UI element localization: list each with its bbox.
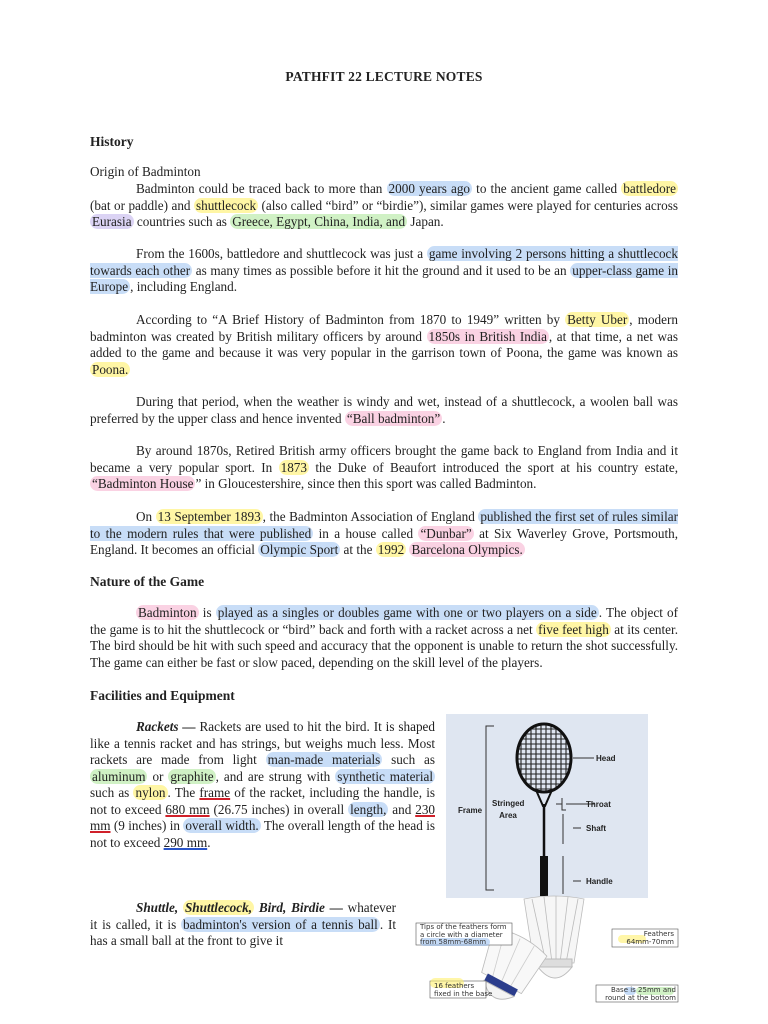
highlight: aluminum: [92, 768, 146, 784]
paragraph-1893: On 13 September 1893 , the Badminton Association of England published the first set of rules similar to the modern rules that were published in a house called “Dunbar” at Six Waverley Grove, Portsmouth, England. It becomes an official Olympic Sport at the 1992 Barcelona Olympics.: [90, 509, 679, 557]
highlight: synthetic material: [337, 768, 433, 784]
highlight: 2000 years ago: [388, 181, 471, 196]
highlight: 1992: [377, 542, 405, 557]
heading-nature: Nature of the Game: [90, 574, 205, 589]
shuttlecock-diagram: [414, 893, 684, 1011]
highlight: five feet high: [538, 621, 609, 637]
subheading-origin: Origin of Badminton: [90, 164, 201, 179]
highlight: Greece, Egypt, China, India, and: [232, 214, 406, 229]
underline: frame: [199, 785, 231, 800]
highlight: length,: [350, 801, 387, 817]
paragraph-1870s: By around 1870s, Retired British army officers brought the game back to England from India and it became a very popular sport. In 1873 the Duke of Beaufort introduced the sport at his country estate, “Badminton House ” in Gloucestershire, since then this sport was called Badminton.: [90, 443, 678, 491]
paragraph-history-1870: According to “A Brief History of Badminton from 1870 to 1949” written by Betty Uber , modern badminton was created by British military officers by around 1850s in British India , at that time, a net was added to the game and because it was very popular in the garrison town of Poona, the game was known as Poona.: [90, 312, 678, 377]
highlight: Betty Uber: [567, 312, 628, 327]
label-frame: Frame: [458, 806, 483, 815]
annotation-feather-count: 16 feathers fixed in the base: [434, 982, 493, 998]
heading-history: History: [90, 134, 134, 149]
highlight: graphite: [170, 768, 214, 784]
page-title: PATHFIT 22 LECTURE NOTES: [285, 69, 483, 84]
highlight: played as a singles or doubles game with one or two players on a side: [217, 605, 597, 620]
annotation-feathers: Feathers 64mm-70mm: [626, 930, 674, 946]
paragraph-ball-badminton: During that period, when the weather is windy and wet, instead of a shuttlecock, a woolen ball was preferred by the upper class and hence invented “Ball badminton” .: [90, 394, 678, 426]
annotation-base: Base is 25mm and round at the bottom: [605, 986, 676, 1002]
label-throat: Throat: [586, 800, 611, 809]
paragraph-nature: Badminton is played as a singles or doubles game with one or two players on a side . The object of the game is to hit the shuttlecock or “bird” back and forth with a racket across a net five feet high at its center. The bird should be hit with such speed and accuracy that the opponent is unable to return the shot successfully. The game can either be fast or slow paced, depending on the skill level of the players.: [90, 605, 679, 670]
underline: 290 mm: [163, 834, 208, 850]
highlight: “Badminton House: [92, 476, 194, 491]
highlight: shuttlecock: [195, 197, 257, 213]
label-handle: Handle: [586, 877, 613, 886]
paragraph-rackets: Rackets — Rackets are used to hit the bird. It is shaped like a tennis racket and has strings, but weighs much less. Most rackets are made from light man-made materials such as aluminum or graphite , and are strung with synthetic material such as nylon . The frame of the racket, including the handle, is not to exceed 680 mm (26.75 inches) in overall length, and 230 mm (9 inches) in overall width. The overall length of the head is not to exceed 290 mm.: [90, 719, 436, 850]
highlight: nylon: [135, 785, 166, 800]
heading-facilities: Facilities and Equipment: [90, 688, 235, 703]
underline: 680 mm: [165, 801, 210, 817]
highlight: 13 September 1893: [157, 509, 261, 524]
highlight: Barcelona Olympics.: [411, 542, 523, 557]
highlight: badminton's version of a tennis ball: [183, 916, 378, 932]
highlight: Poona.: [92, 361, 129, 377]
label-stringed: Stringed: [492, 799, 525, 808]
highlight: Olympic Sport: [260, 542, 339, 557]
label-area: Area: [499, 811, 517, 820]
highlight: Shuttlecock,: [184, 900, 253, 915]
highlight: Badminton: [138, 605, 197, 620]
highlight: game involving 2 persons hitting a shuttlecock towards each other: [90, 246, 678, 278]
label-head: Head: [596, 754, 616, 763]
highlight: overall width.: [185, 818, 259, 833]
paragraph-shuttle: Shuttle, Shuttlecock, Bird, Birdie — whatever it is called, it is badminton's version of a tennis ball . It has a small ball at the front to give it: [90, 900, 397, 948]
highlight: “Ball badminton”: [346, 410, 441, 426]
highlight: Eurasia: [92, 214, 132, 229]
racket-diagram: [446, 714, 648, 898]
paragraph-origin: Badminton could be traced back to more than 2000 years ago to the ancient game called battledore (bat or paddle) and shuttlecock (also called “bird” or “birdie”), similar games were played for centuries across Eurasia countries such as Greece, Egypt, China, India, and Japan.: [90, 181, 678, 229]
annotation-tips: Tips of the feathers form a circle with a diameter from 58mm-68mm: [420, 923, 507, 946]
highlight: published the first set of rules similar to the modern rules that were published: [90, 509, 678, 541]
label-shaft: Shaft: [586, 824, 606, 833]
highlight: “Dunbar”: [420, 525, 472, 541]
highlight: upper-class game in Europe: [90, 262, 678, 294]
underline: 230 mm: [90, 801, 435, 833]
highlight: man-made materials: [267, 752, 381, 767]
paragraph-1600s: From the 1600s, battledore and shuttlecock was just a game involving 2 persons hitting a shuttlecock towards each other as many times as possible before it hit the ground and it used to be an upper-class game in Europe , including England.: [90, 246, 678, 294]
highlight: battledore: [623, 181, 676, 196]
highlight: 1850s in British India: [428, 328, 547, 344]
highlight: 1873: [280, 459, 307, 475]
